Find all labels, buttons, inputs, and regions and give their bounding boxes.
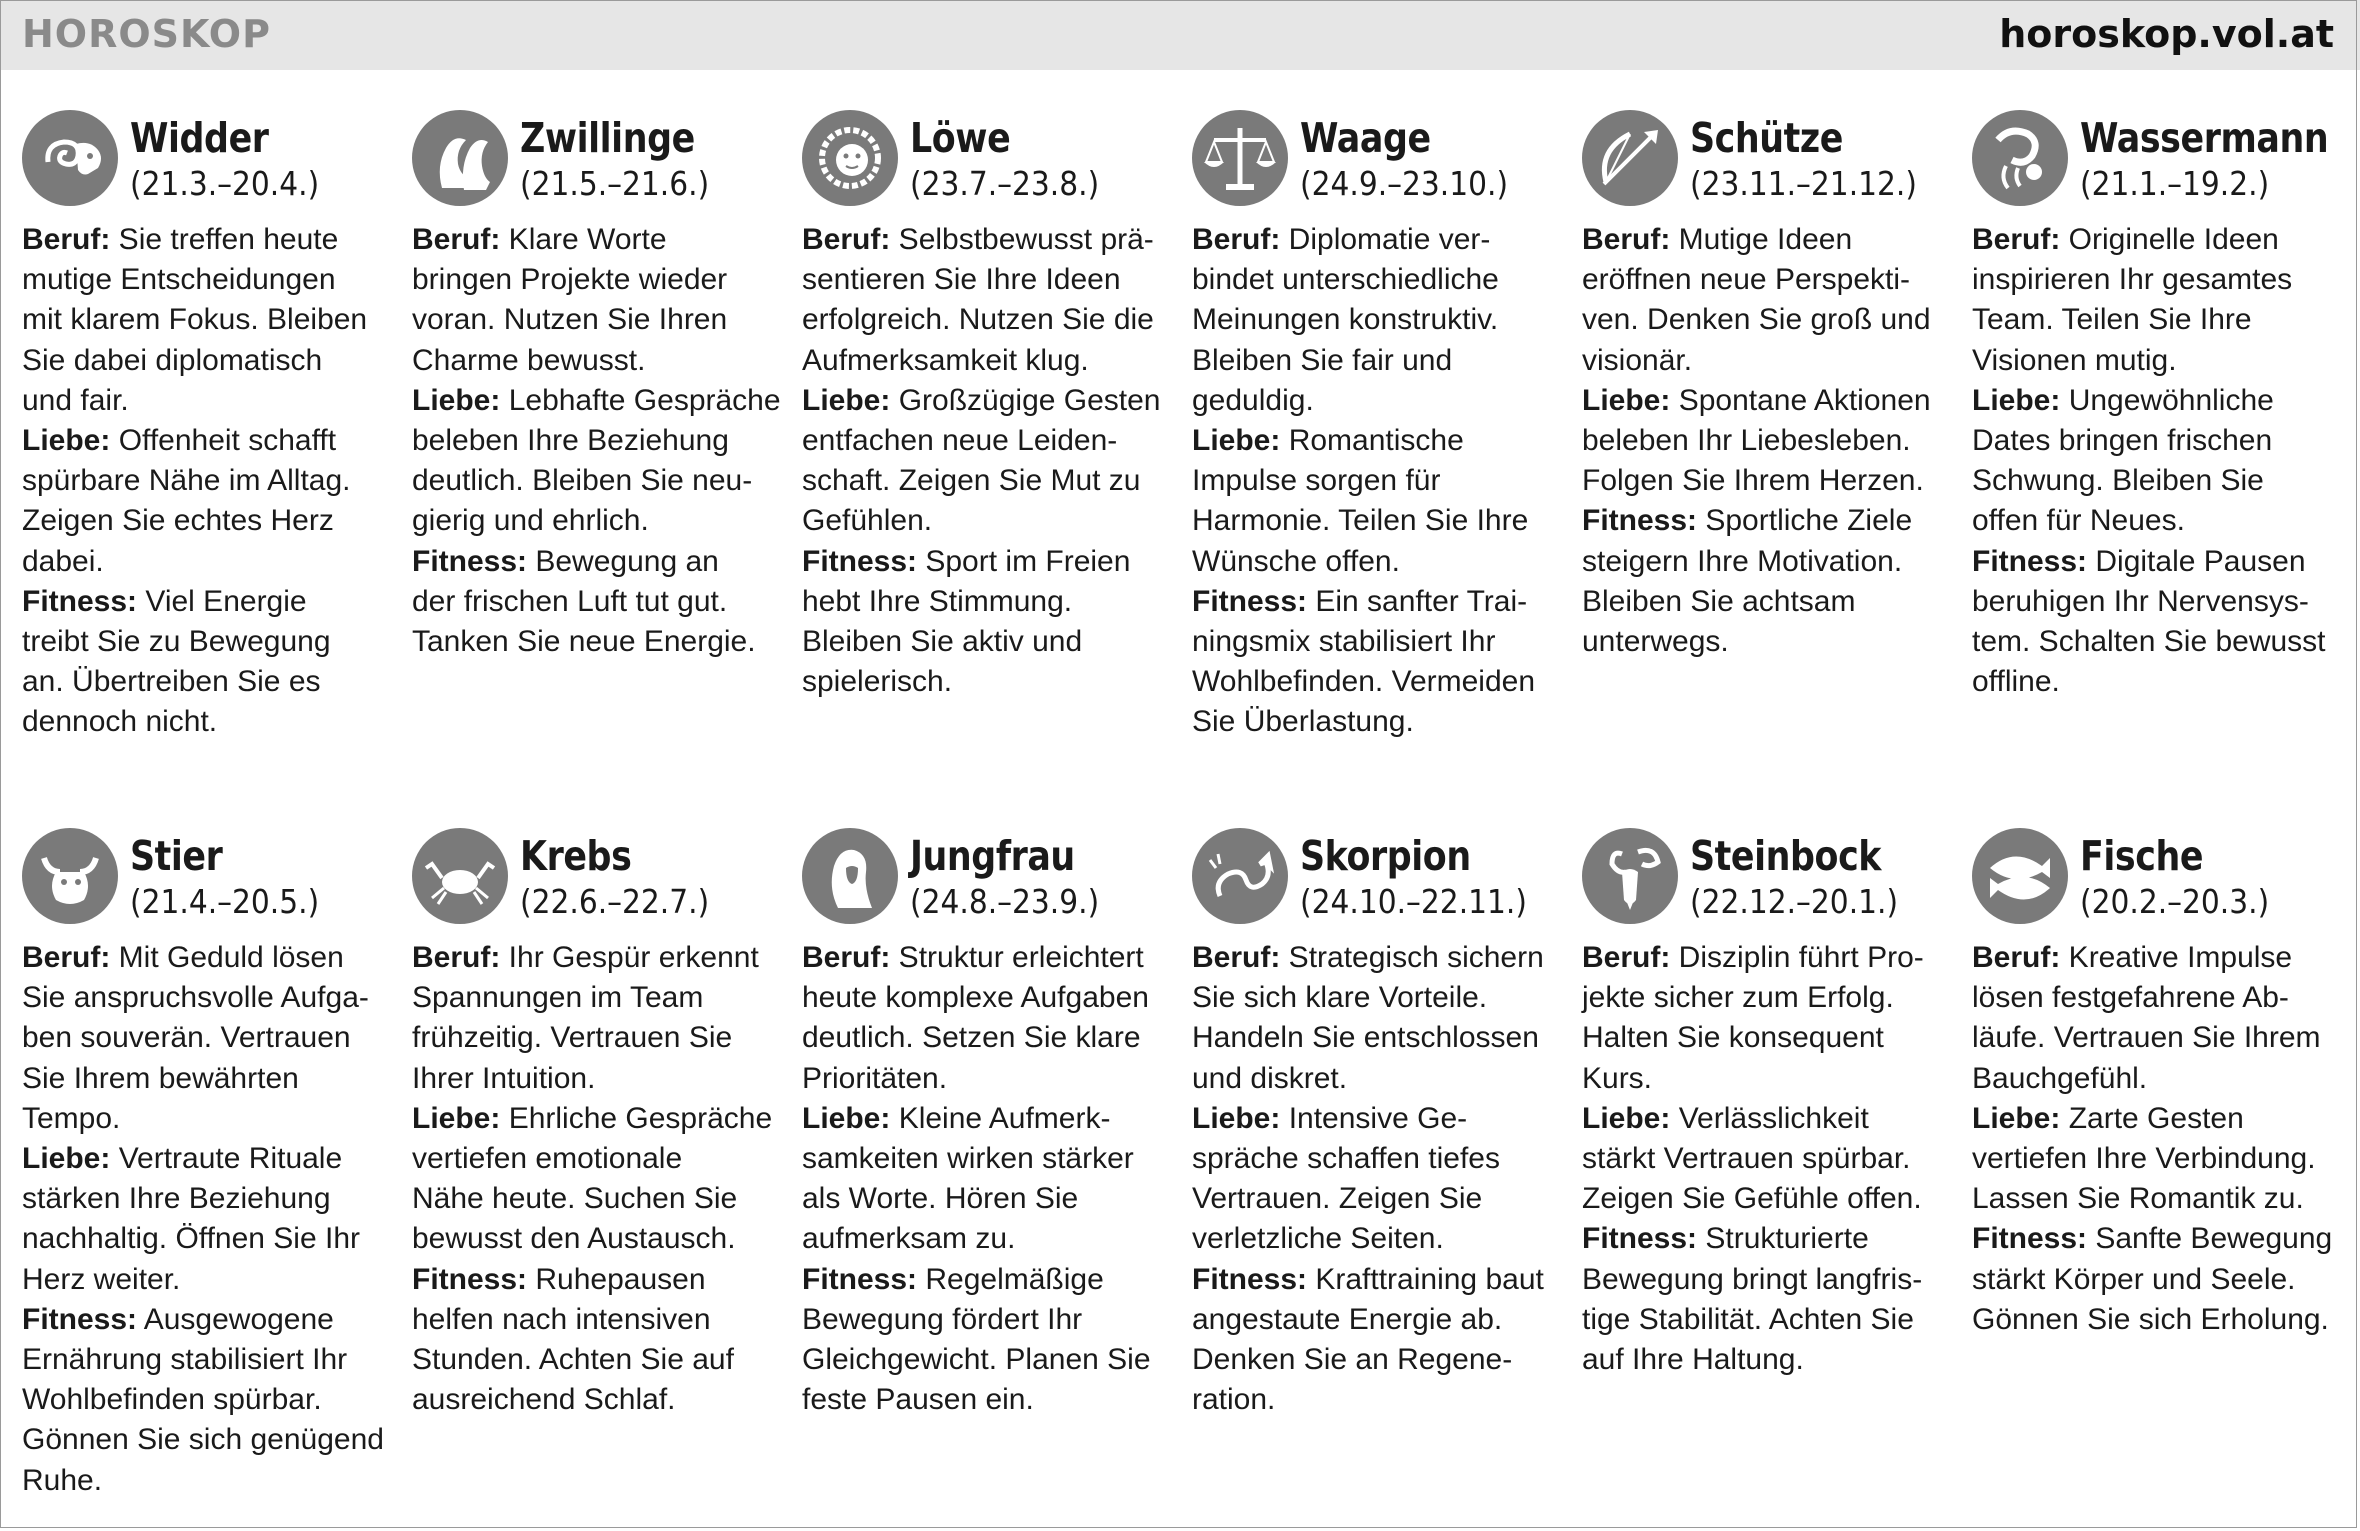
sign-header: [22, 828, 402, 928]
water-bearer-icon-glyph: [1972, 110, 2068, 206]
sign-name: Schütze: [1690, 114, 1843, 162]
goat-icon: [1582, 828, 1678, 924]
sign-name: Löwe: [910, 114, 1011, 162]
sign-name: Wassermann: [2080, 114, 2329, 162]
liebe-label: Liebe:: [1192, 424, 1281, 458]
fitness-label: Fitness:: [22, 1302, 138, 1336]
beruf-label: Beruf:: [412, 941, 501, 974]
crab-icon-glyph: [412, 828, 508, 924]
liebe-text: Lebhafte Gespräche beleben Ihre Beziehung deutlich. Bleiben Sie neu- gierig und ehrlich.: [412, 383, 781, 538]
liebe-label: Liebe:: [802, 383, 891, 417]
ram-icon: [22, 110, 118, 206]
sign-entry-waage: [1192, 110, 1572, 743]
sign-dates: (21.1.–19.2.): [2080, 164, 2270, 203]
liebe-label: Liebe:: [412, 1101, 501, 1135]
sign-text: [22, 220, 402, 743]
sign-entry-jungfrau: [802, 828, 1182, 1420]
beruf-label: Beruf:: [22, 941, 111, 974]
beruf-text: Klare Worte bringen Projekte wieder voran. Nutzen Sie Ihren Charme bewusst.: [412, 223, 728, 377]
scales-icon-glyph: [1192, 110, 1288, 206]
beruf-label: Beruf:: [412, 223, 501, 256]
sign-header: [802, 828, 1182, 928]
sign-name: Jungfrau: [910, 832, 1075, 880]
liebe-text: Vertraute Rituale stärken Ihre Beziehung nachhaltig. Öffnen Sie Ihr Herz weiter.: [22, 1142, 360, 1296]
beruf-text: Originelle Ideen inspirieren Ihr gesamtes Team. Teilen Sie Ihre Visionen mutig.: [1972, 223, 2293, 377]
fitness-label: Fitness:: [802, 1262, 918, 1296]
liebe-label: Liebe:: [1582, 1101, 1671, 1135]
sign-text: [1192, 220, 1572, 743]
fitness-label: Fitness:: [22, 584, 138, 618]
sign-text: [1192, 938, 1572, 1420]
sign-header: [412, 828, 792, 928]
fitness-label: Fitness:: [1192, 1262, 1308, 1296]
sign-dates: (24.10.–22.11.): [1300, 882, 1527, 921]
sign-dates: (24.9.–23.10.): [1300, 164, 1509, 203]
ram-icon-glyph: [22, 110, 118, 206]
beruf-text: Strategisch sichern Sie sich klare Vorteile. Handeln Sie entschlossen und diskret.: [1192, 941, 1544, 1095]
beruf-label: Beruf:: [1192, 941, 1281, 974]
scorpion-icon-glyph: [1192, 828, 1288, 924]
sign-text: [802, 938, 1182, 1420]
liebe-text: Offenheit schafft spürbare Nähe im Alltag. Zeigen Sie echtes Herz dabei.: [22, 424, 351, 578]
fitness-label: Fitness:: [1192, 584, 1308, 618]
sign-entry-schütze: [1582, 110, 1962, 662]
sign-name: Widder: [130, 114, 269, 162]
sign-name: Krebs: [520, 832, 632, 880]
virgin-icon: [802, 828, 898, 924]
sign-text: [1582, 220, 1962, 662]
page-title: HOROSKOP: [22, 12, 271, 56]
crab-icon: [412, 828, 508, 924]
sign-dates: (20.2.–20.3.): [2080, 882, 2270, 921]
beruf-text: Mutige Ideen eröffnen neue Perspekti- ven. Denken Sie groß und visionär.: [1582, 223, 1931, 377]
beruf-text: Disziplin führt Pro- jekte sicher zum Erfolg. Halten Sie konsequent Kurs.: [1582, 941, 1924, 1095]
fitness-text: Viel Energie treibt Sie zu Bewegung an. Übertreiben Sie es dennoch nicht.: [22, 584, 331, 739]
beruf-text: Sie treffen heute mutige Entscheidungen mit klarem Fokus. Bleiben Sie dabei diplomatisch und fair.: [22, 223, 368, 417]
liebe-text: Ehrliche Gespräche vertiefen emotionale Nähe heute. Suchen Sie bewusst den Austausch.: [412, 1101, 773, 1256]
sign-entry-löwe: [802, 110, 1182, 702]
virgin-icon-glyph: [802, 828, 898, 924]
sign-header: [1582, 828, 1962, 928]
sign-dates: (21.4.–20.5.): [130, 882, 320, 921]
fitness-label: Fitness:: [412, 544, 528, 578]
liebe-label: Liebe:: [1972, 1101, 2061, 1135]
beruf-text: Mit Geduld lösen Sie anspruchsvolle Aufga- ben souverän. Vertrauen Sie Ihrem bewährten Tempo.: [22, 941, 369, 1135]
sign-dates: (21.3.–20.4.): [130, 164, 320, 203]
fitness-text: Bewegung an der frischen Luft tut gut. Tanken Sie neue Energie.: [412, 544, 756, 659]
beruf-label: Beruf:: [22, 223, 111, 256]
goat-icon-glyph: [1582, 828, 1678, 924]
scorpion-icon: [1192, 828, 1288, 924]
sign-dates: (22.6.–22.7.): [520, 882, 710, 921]
sign-dates: (24.8.–23.9.): [910, 882, 1100, 921]
fitness-label: Fitness:: [1972, 1222, 2088, 1256]
sign-header: [1192, 828, 1572, 928]
sign-entry-skorpion: [1192, 828, 1572, 1420]
sign-text: [412, 220, 792, 662]
sign-header: [802, 110, 1182, 210]
sign-entry-steinbock: [1582, 828, 1962, 1380]
liebe-text: Verlässlichkeit stärkt Vertrauen spürbar. Zeigen Sie Gefühle offen.: [1582, 1101, 1922, 1216]
lion-icon: [802, 110, 898, 206]
fish-icon-glyph: [1972, 828, 2068, 924]
sign-dates: (22.12.–20.1.): [1690, 882, 1899, 921]
site-url: horoskop.vol.at: [1999, 12, 2334, 56]
sign-entry-fische: [1972, 828, 2352, 1340]
sign-entry-widder: [22, 110, 402, 743]
liebe-text: Zarte Gesten vertiefen Ihre Verbindung. Lassen Sie Romantik zu.: [1972, 1101, 2316, 1216]
beruf-text: Selbstbewusst prä- sentieren Sie Ihre Ideen erfolgreich. Nutzen Sie die Aufmerksamkeit klug.: [802, 223, 1154, 377]
liebe-label: Liebe:: [1582, 383, 1671, 417]
sign-header: [1972, 110, 2352, 210]
fish-icon: [1972, 828, 2068, 924]
sign-dates: (21.5.–21.6.): [520, 164, 710, 203]
liebe-label: Liebe:: [412, 383, 501, 417]
fitness-text: Ruhepausen helfen nach intensiven Stunden. Achten Sie auf ausreichend Schlaf.: [412, 1262, 734, 1417]
fitness-label: Fitness:: [1972, 544, 2088, 578]
beruf-text: Ihr Gespür erkennt Spannungen im Team frühzeitig. Vertrauen Sie Ihrer Intuition.: [412, 941, 759, 1095]
scales-icon: [1192, 110, 1288, 206]
fitness-text: Krafttraining baut angestaute Energie ab. Denken Sie an Regene- ration.: [1192, 1262, 1544, 1417]
liebe-label: Liebe:: [22, 1142, 111, 1176]
beruf-label: Beruf:: [1582, 941, 1671, 974]
fitness-text: Sportliche Ziele steigern Ihre Motivation. Bleiben Sie achtsam unterwegs.: [1582, 504, 1913, 659]
sign-name: Steinbock: [1690, 832, 1882, 880]
sign-name: Waage: [1300, 114, 1431, 162]
sign-name: Fische: [2080, 832, 2204, 880]
fitness-label: Fitness:: [412, 1262, 528, 1296]
liebe-text: Kleine Aufmerk- samkeiten wirken stärker als Worte. Hören Sie aufmerksam zu.: [802, 1101, 1134, 1256]
sign-text: [22, 938, 402, 1501]
sign-text: [802, 220, 1182, 702]
sign-header: [412, 110, 792, 210]
fitness-label: Fitness:: [802, 544, 918, 578]
fitness-label: Fitness:: [1582, 1222, 1698, 1256]
beruf-label: Beruf:: [1972, 941, 2061, 974]
beruf-text: Kreative Impulse lösen festgefahrene Ab- läufe. Vertrauen Sie Ihrem Bauchgefühl.: [1972, 941, 2321, 1095]
sign-header: [1192, 110, 1572, 210]
sign-name: Stier: [130, 832, 223, 880]
sign-entry-stier: [22, 828, 402, 1501]
sign-text: [412, 938, 792, 1420]
fitness-label: Fitness:: [1582, 504, 1698, 538]
sign-entry-zwillinge: [412, 110, 792, 662]
sign-name: Zwillinge: [520, 114, 695, 162]
liebe-label: Liebe:: [1192, 1101, 1281, 1135]
sign-name: Skorpion: [1300, 832, 1471, 880]
bull-icon: [22, 828, 118, 924]
liebe-text: Intensive Ge- spräche schaffen tiefes Vertrauen. Zeigen Sie verletzliche Seiten.: [1192, 1101, 1500, 1256]
water-bearer-icon: [1972, 110, 2068, 206]
bull-icon-glyph: [22, 828, 118, 924]
fitness-text: Strukturierte Bewegung bringt langfris- tige Stabilität. Achten Sie auf Ihre Haltung.: [1582, 1222, 1923, 1377]
fitness-text: Regelmäßige Bewegung fördert Ihr Gleichgewicht. Planen Sie feste Pausen ein.: [802, 1262, 1151, 1417]
fitness-text: Digitale Pausen beruhigen Ihr Nervensys- tem. Schalten Sie bewusst offline.: [1972, 544, 2326, 699]
sign-text: [1972, 938, 2352, 1340]
sign-header: [1972, 828, 2352, 928]
sign-entry-wassermann: [1972, 110, 2352, 702]
twins-icon: [412, 110, 508, 206]
sign-text: [1972, 220, 2352, 702]
archer-icon: [1582, 110, 1678, 206]
sign-header: [1582, 110, 1962, 210]
beruf-label: Beruf:: [1582, 223, 1671, 256]
beruf-label: Beruf:: [802, 941, 891, 974]
liebe-text: Spontane Aktionen beleben Ihr Liebesleben. Folgen Sie Ihrem Herzen.: [1582, 383, 1931, 498]
fitness-text: Ausgewogene Ernährung stabilisiert Ihr Wohlbefinden spürbar. Gönnen Sie sich genügend Ruhe.: [22, 1302, 384, 1497]
liebe-text: Romantische Impulse sorgen für Harmonie. Teilen Sie Ihre Wünsche offen.: [1192, 424, 1529, 578]
sign-text: [1582, 938, 1962, 1380]
liebe-text: Großzügige Gesten entfachen neue Leiden- schaft. Zeigen Sie Mut zu Gefühlen.: [802, 383, 1161, 538]
beruf-text: Struktur erleichtert heute komplexe Aufgaben deutlich. Setzen Sie klare Prioritäten.: [802, 941, 1149, 1095]
beruf-text: Diplomatie ver- bindet unterschiedliche Meinungen konstruktiv. Bleiben Sie fair und geduldig.: [1192, 223, 1499, 417]
liebe-text: Ungewöhnliche Dates bringen frischen Schwung. Bleiben Sie offen für Neues.: [1972, 383, 2274, 538]
sign-header: [22, 110, 402, 210]
fitness-text: Ein sanfter Trai- ningsmix stabilisiert Ihr Wohlbefinden. Vermeiden Sie Überlastung.: [1192, 584, 1536, 739]
sign-entry-krebs: [412, 828, 792, 1420]
liebe-label: Liebe:: [22, 424, 111, 458]
fitness-text: Sport im Freien hebt Ihre Stimmung. Bleiben Sie aktiv und spielerisch.: [802, 544, 1131, 699]
lion-icon-glyph: [802, 110, 898, 206]
archer-icon-glyph: [1582, 110, 1678, 206]
beruf-label: Beruf:: [1972, 223, 2061, 256]
sign-dates: (23.11.–21.12.): [1690, 164, 1917, 203]
fitness-text: Sanfte Bewegung stärkt Körper und Seele. Gönnen Sie sich Erholung.: [1972, 1222, 2333, 1336]
beruf-label: Beruf:: [802, 223, 891, 256]
twins-icon-glyph: [412, 110, 508, 206]
sign-dates: (23.7.–23.8.): [910, 164, 1100, 203]
beruf-label: Beruf:: [1192, 223, 1281, 256]
liebe-label: Liebe:: [1972, 383, 2061, 417]
liebe-label: Liebe:: [802, 1101, 891, 1135]
